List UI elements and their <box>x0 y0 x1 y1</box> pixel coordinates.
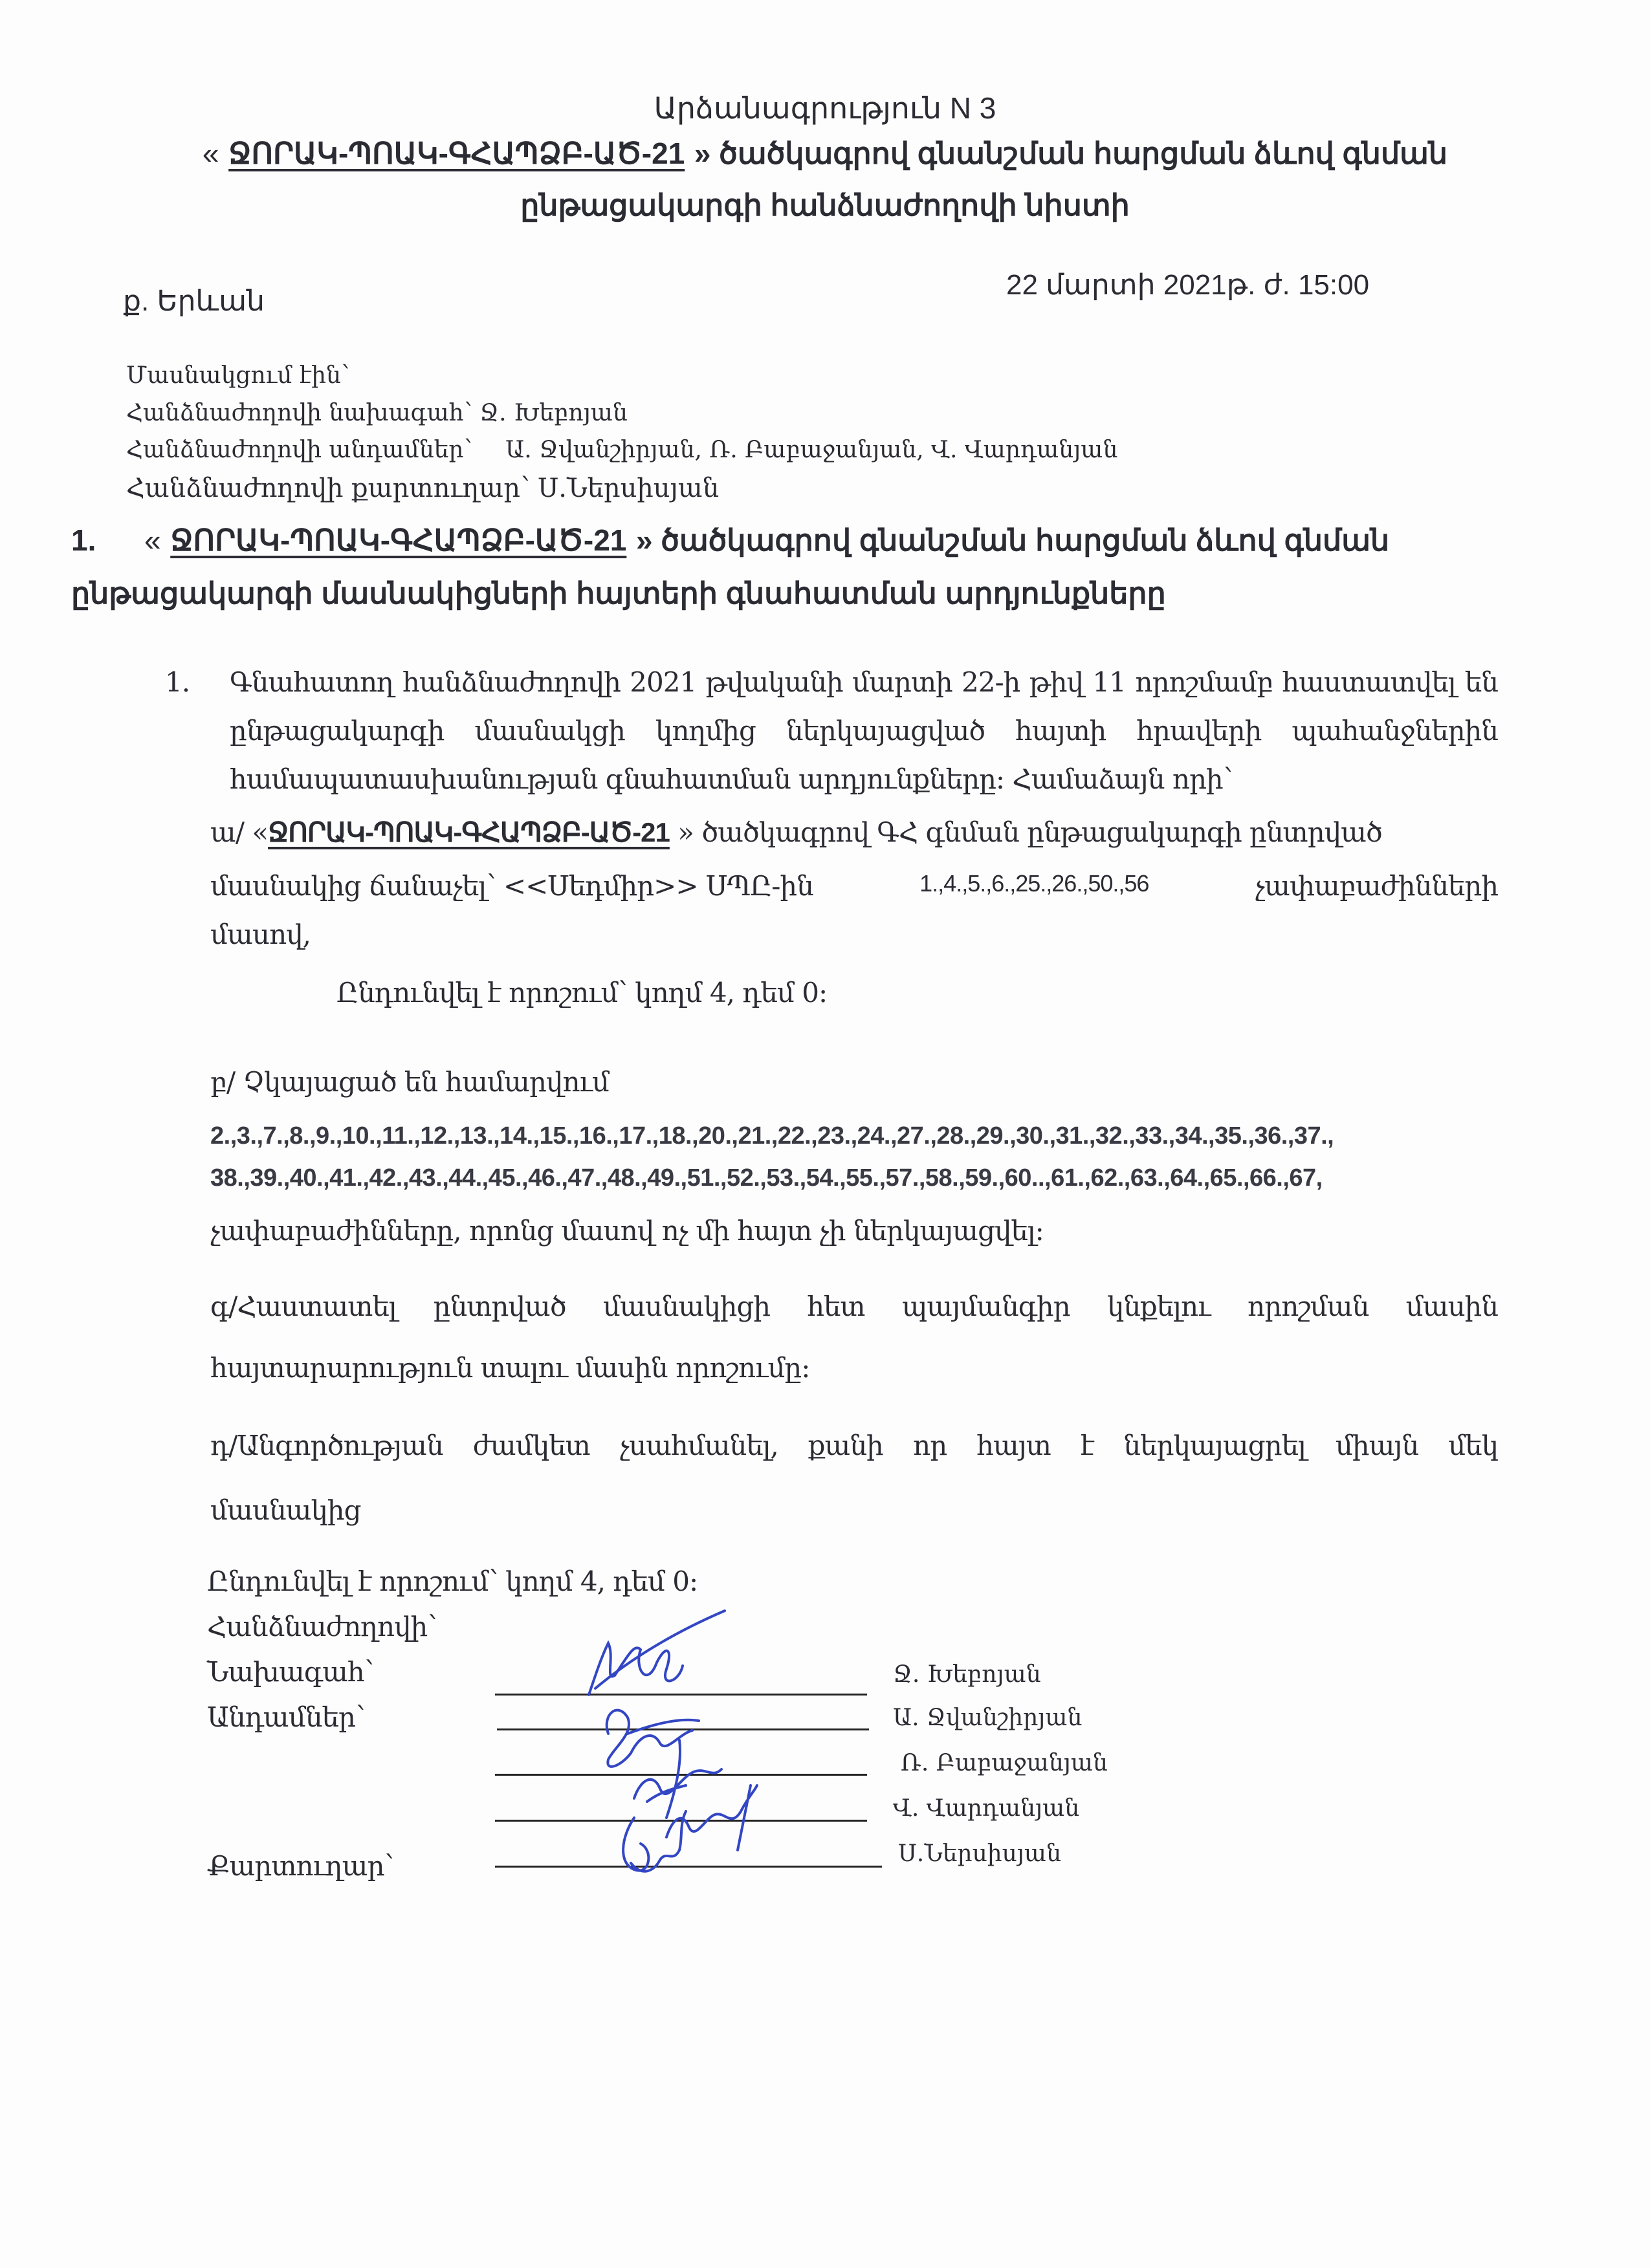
document-heading-line1 <box>0 136 1650 171</box>
section1-heading-line2: ընթացակարգի մասնակիցների հայտերի գնահատման արդյունքները <box>71 576 1166 610</box>
tender-code: ՋՈՐԱԿ-ՊՈԱԿ-ԳՀԱՊՁԲ-ԱԾ-21 <box>228 136 685 170</box>
sub-b-label: բ/ Չկայացած են համարվում <box>210 1066 609 1098</box>
members-names: Ա. Ջվանշիրյան, Ռ. Բաբաջանյան, Վ. Վարդանյան <box>505 437 1118 463</box>
members-label: Անդամներ՝ <box>207 1701 365 1733</box>
members-line <box>126 437 1117 463</box>
secretary-label: Քարտուղար՝ <box>207 1850 393 1882</box>
participants-intro: Մասնակցում էին՝ <box>126 362 350 389</box>
sub-a-selected: մասնակից ճանաչել՝ <<Սեդմիր>> ՍՊԸ-ին <box>210 870 813 902</box>
sub-a-lots: 1.,4.,5.,6.,25.,26.,50.,56 <box>919 870 1149 897</box>
signatory-name: Ռ. Բաբաջանյան <box>901 1750 1108 1776</box>
heading-rest: » ծածկագրով գնանշման հարցման ձևով գնման <box>694 136 1448 170</box>
tender-code: ՋՈՐԱԿ-ՊՈԱԿ-ԳՀԱՊՁԲ-ԱԾ-21 <box>170 523 627 557</box>
sub-a-rest: » ծածկագրով ԳՀ գնման ընթացակարգի ընտրված <box>677 816 1382 848</box>
signatory-name: Ջ. Խեբոյան <box>893 1661 1041 1688</box>
sub-d-line1: դ/Անգործության ժամկետ չսահմանել, քանի որ հայտ է ներկայացրել միայն մեկ <box>210 1430 1498 1461</box>
item-number: 1. <box>165 666 190 698</box>
signatory-name: Ս.Ներսիսյան <box>898 1840 1061 1867</box>
sub-c-line2: հայտարարություն տալու մասին որոշումը: <box>210 1352 810 1384</box>
members-label: Հանձնաժողովի անդամներ՝ <box>126 437 472 463</box>
item1-line2: ընթացակարգի մասնակցի կողմից ներկայացված հայտի հրավերի պահանջներին <box>230 715 1498 747</box>
signature-member-1 <box>607 1710 699 1818</box>
city: ք. Երևան <box>123 285 265 317</box>
vote-result-2: Ընդունվել է որոշում՝ կողմ 4, դեմ 0: <box>207 1565 698 1597</box>
sub-a-line3: մասով, <box>210 919 311 950</box>
quote-open: « <box>144 523 161 557</box>
sub-b-lots-line1: 2.,3.,7.,8.,9.,10.,11.,12.,13.,14.,15.,16.,17.,18.,20.,21.,22.,23.,24.,27.,28.,29.,30.,31.,32.,33.,34.,35.,36.,37., <box>210 1122 1334 1150</box>
sub-a-lots-label: չափաբաժինների <box>1255 870 1498 902</box>
document-heading-line2: ընթացակարգի հանձնաժողովի նիստի <box>520 188 1130 222</box>
committee-label: Հանձնաժողովի՝ <box>207 1611 437 1642</box>
secretary-line: Հանձնաժողովի քարտուղար՝ Ս.Ներսիսյան <box>126 474 720 503</box>
chair-label: Նախագահ՝ <box>207 1656 373 1688</box>
signatory-name: Վ. Վարդանյան <box>893 1795 1080 1822</box>
section-number: 1. <box>71 523 96 557</box>
signatory-name: Ա. Ջվանշիրյան <box>893 1705 1083 1731</box>
vote-result-1: Ընդունվել է որոշում՝ կողմ 4, դեմ 0: <box>336 977 828 1009</box>
sub-c-line1: գ/Հաստատել ընտրված մասնակիցի հետ պայմանգիր կնքելու որոշման մասին <box>210 1291 1498 1322</box>
sub-d-line2: մասնակից <box>210 1494 361 1526</box>
signature-chair <box>589 1611 725 1695</box>
sub-a-prefix: ա/ « <box>210 816 269 848</box>
handwritten-signatures <box>569 1604 867 1889</box>
quote-open: « <box>202 136 219 170</box>
sub-a-line2 <box>210 870 1498 902</box>
sub-b-tail: չափաբաժինները, որոնց մասով ոչ մի հայտ չի ներկայացվել: <box>210 1215 1044 1247</box>
item1-line3: համապատասխանության գնահատման արդյունքները: Համաձայն որի՝ <box>230 763 1233 795</box>
tender-code: ՋՈՐԱԿ-ՊՈԱԿ-ԳՀԱՊՁԲ-ԱԾ-21 <box>268 817 670 847</box>
datetime: 22 մարտի 2021թ. ժ. 15:00 <box>1006 269 1370 301</box>
document-title: Արձանագրություն N 3 <box>654 91 996 125</box>
sub-b-lots-line2: 38.,39.,40.,41.,42.,43.,44.,45.,46.,47.,48.,49.,51.,52.,53.,54.,55.,57.,58.,59.,60..,61.,62.,63.,64.,65.,66.,67, <box>210 1164 1323 1192</box>
sub-a-line1 <box>210 816 1498 848</box>
chairman-line: Հանձնաժողովի նախագահ՝ Ջ. Խեբոյան <box>126 400 628 426</box>
section1-heading-line1 <box>71 523 1389 558</box>
item1-line1: Գնահատող հանձնաժողովի 2021 թվականի մարտի 22-ի թիվ 11 որոշմամբ հաստատվել են <box>230 666 1498 698</box>
section1-rest: » ծածկագրով գնանշման հարցման ձևով գնման <box>635 523 1390 557</box>
